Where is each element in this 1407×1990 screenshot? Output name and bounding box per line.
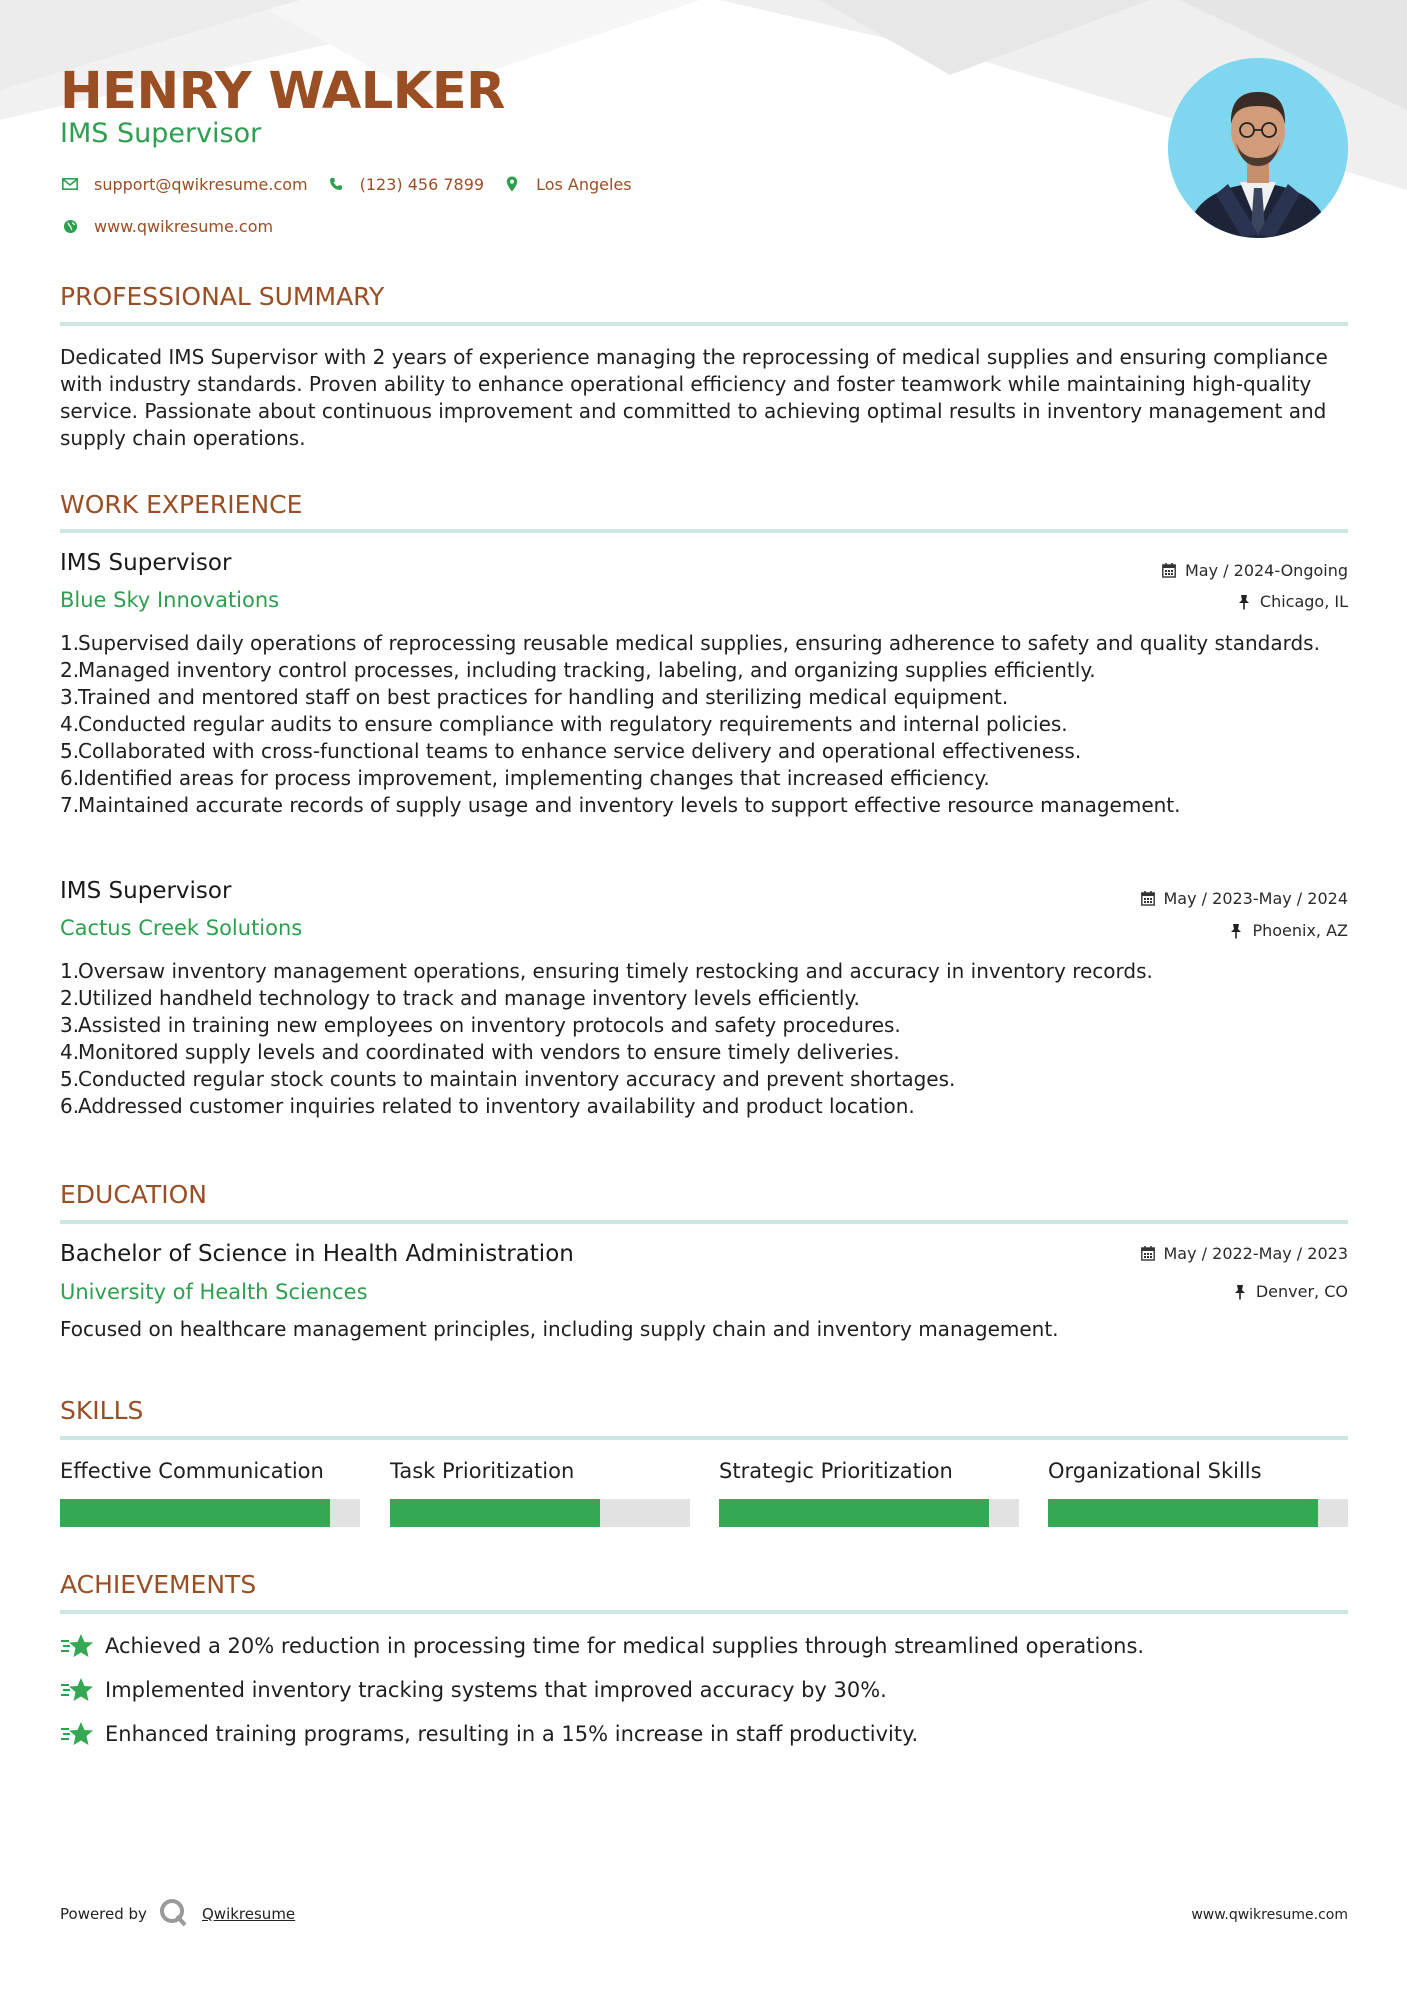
skill-bar xyxy=(390,1499,690,1527)
list-item: 4. Monitored supply levels and coordinated with vendors to ensure timely deliveries. xyxy=(60,1040,900,1064)
footer-powered-by: Powered by xyxy=(60,1905,147,1923)
list-item: 6. Addressed customer inquiries related to inventory availability and product location. xyxy=(60,1094,915,1118)
skill-bar-fill xyxy=(390,1499,600,1527)
contact-location: Los Angeles xyxy=(536,174,632,194)
job-location-text: Chicago, IL xyxy=(1259,592,1348,611)
education-heading: EDUCATION xyxy=(60,1180,207,1209)
skills-divider xyxy=(60,1436,1348,1440)
skill-label: Task Prioritization xyxy=(390,1459,575,1483)
experience-divider xyxy=(60,529,1348,533)
achievements-heading: ACHIEVEMENTS xyxy=(60,1570,257,1599)
skill-item xyxy=(719,1457,1019,1527)
contact-row-website xyxy=(60,216,273,236)
map-pin-icon xyxy=(502,174,522,194)
list-item: 7. Maintained accurate records of supply usage and inventory levels to support effective resource management. xyxy=(60,793,1181,817)
job-company: Blue Sky Innovations xyxy=(60,588,280,612)
achievement-item xyxy=(60,1632,1144,1660)
skill-item xyxy=(60,1457,360,1527)
achievement-text: Enhanced training programs, resulting in a 15% increase in staff productivity. xyxy=(105,1722,919,1746)
skill-bar xyxy=(719,1499,1019,1527)
job-company: Cactus Creek Solutions xyxy=(60,916,303,940)
pushpin-icon xyxy=(1232,1284,1248,1300)
job-date xyxy=(1161,561,1348,580)
skill-bar-fill xyxy=(719,1499,989,1527)
education-location-text: Denver, CO xyxy=(1255,1282,1348,1301)
summary-heading: PROFESSIONAL SUMMARY xyxy=(60,282,385,311)
list-item: 4. Conducted regular audits to ensure compliance with regulatory requirements and internal policies. xyxy=(60,712,1068,736)
job-location xyxy=(1236,592,1348,611)
achievement-item xyxy=(60,1720,918,1748)
skill-bar xyxy=(1048,1499,1348,1527)
calendar-icon xyxy=(1161,563,1177,579)
skills-heading: SKILLS xyxy=(60,1396,144,1425)
list-item: 3. Assisted in training new employees on inventory protocols and safety procedures. xyxy=(60,1013,901,1037)
skill-bar xyxy=(60,1499,360,1527)
education-degree: Bachelor of Science in Health Administration xyxy=(60,1241,574,1267)
achievement-item xyxy=(60,1676,887,1704)
achievements-divider xyxy=(60,1610,1348,1614)
list-item: 6. Identified areas for process improvement, implementing changes that increased efficiency. xyxy=(60,766,990,790)
pushpin-icon xyxy=(1228,923,1244,939)
contact-email[interactable]: support@qwikresume.com xyxy=(94,174,308,194)
calendar-icon xyxy=(1140,891,1156,907)
list-item: 2. Managed inventory control processes, including tracking, labeling, and organizing supplies efficiently. xyxy=(60,658,1096,682)
skill-bar-fill xyxy=(1048,1499,1318,1527)
phone-icon xyxy=(326,174,346,194)
education-description: Focused on healthcare management principles, including supply chain and inventory management. xyxy=(60,1317,1059,1341)
education-divider xyxy=(60,1220,1348,1224)
pushpin-icon xyxy=(1236,594,1252,610)
footer-website[interactable]: www.qwikresume.com xyxy=(1191,1907,1348,1923)
skill-label: Strategic Prioritization xyxy=(719,1459,953,1483)
list-item: 1. Oversaw inventory management operations, ensuring timely restocking and accuracy in inventory records. xyxy=(60,959,1153,983)
achievement-text: Achieved a 20% reduction in processing time for medical supplies through streamlined operations. xyxy=(105,1634,1145,1658)
achievement-text: Implemented inventory tracking systems that improved accuracy by 30%. xyxy=(105,1678,887,1702)
star-badge-icon xyxy=(60,1720,94,1748)
summary-divider xyxy=(60,322,1348,326)
footer xyxy=(60,1897,1348,1931)
candidate-role: IMS Supervisor xyxy=(60,118,262,149)
job-bullets xyxy=(60,630,1348,819)
contact-website[interactable]: www.qwikresume.com xyxy=(94,216,274,236)
star-badge-icon xyxy=(60,1632,94,1660)
skill-item xyxy=(1048,1457,1348,1527)
calendar-icon xyxy=(1140,1246,1156,1262)
education-school: University of Health Sciences xyxy=(60,1280,368,1304)
list-item: 5. Conducted regular stock counts to maintain inventory accuracy and prevent shortages. xyxy=(60,1067,956,1091)
list-item: 5. Collaborated with cross-functional teams to enhance service delivery and operational effectiveness. xyxy=(60,739,1082,763)
footer-brand-link[interactable]: Qwikresume xyxy=(202,1905,296,1923)
qwikresume-logo-icon xyxy=(158,1897,188,1927)
list-item: 1. Supervised daily operations of reprocessing reusable medical supplies, ensuring adherence to safety and quality standards. xyxy=(60,631,1320,655)
skill-bar-fill xyxy=(60,1499,330,1527)
skill-item xyxy=(390,1457,690,1527)
skill-label: Effective Communication xyxy=(60,1459,324,1483)
summary-text: Dedicated IMS Supervisor with 2 years of experience managing the reprocessing of medical supplies and ensuring compliance with industry standards. Proven ability to enhance operational efficiency and foster teamwork while maintaining high-quality service. Passionate about continuous improvement and committed to achieving optimal results in inventory management and supply chain operations. xyxy=(60,345,1328,450)
globe-icon xyxy=(60,216,80,236)
skill-label: Organizational Skills xyxy=(1048,1459,1262,1483)
job-location xyxy=(1228,921,1348,940)
job-title: IMS Supervisor xyxy=(60,878,232,904)
education-date xyxy=(1140,1244,1349,1263)
job-bullets xyxy=(60,958,1348,1120)
job-date-text: May / 2023-May / 2024 xyxy=(1163,889,1348,908)
list-item: 3. Trained and mentored staff on best practices for handling and sterilizing medical equipment. xyxy=(60,685,1009,709)
education-location xyxy=(1232,1282,1348,1301)
contact-phone[interactable]: (123) 456 7899 xyxy=(359,174,485,194)
candidate-name: HENRY WALKER xyxy=(60,62,505,121)
envelope-icon xyxy=(60,174,80,194)
experience-heading: WORK EXPERIENCE xyxy=(60,490,303,519)
list-item: 2. Utilized handheld technology to track and manage inventory levels efficiently. xyxy=(60,986,860,1010)
star-badge-icon xyxy=(60,1676,94,1704)
job-date xyxy=(1140,889,1349,908)
profile-photo xyxy=(1168,58,1348,238)
job-location-text: Phoenix, AZ xyxy=(1252,921,1348,940)
contact-row xyxy=(60,174,632,194)
job-date-text: May / 2024-Ongoing xyxy=(1185,561,1348,580)
education-date-text: May / 2022-May / 2023 xyxy=(1163,1244,1348,1263)
job-title: IMS Supervisor xyxy=(60,550,232,576)
